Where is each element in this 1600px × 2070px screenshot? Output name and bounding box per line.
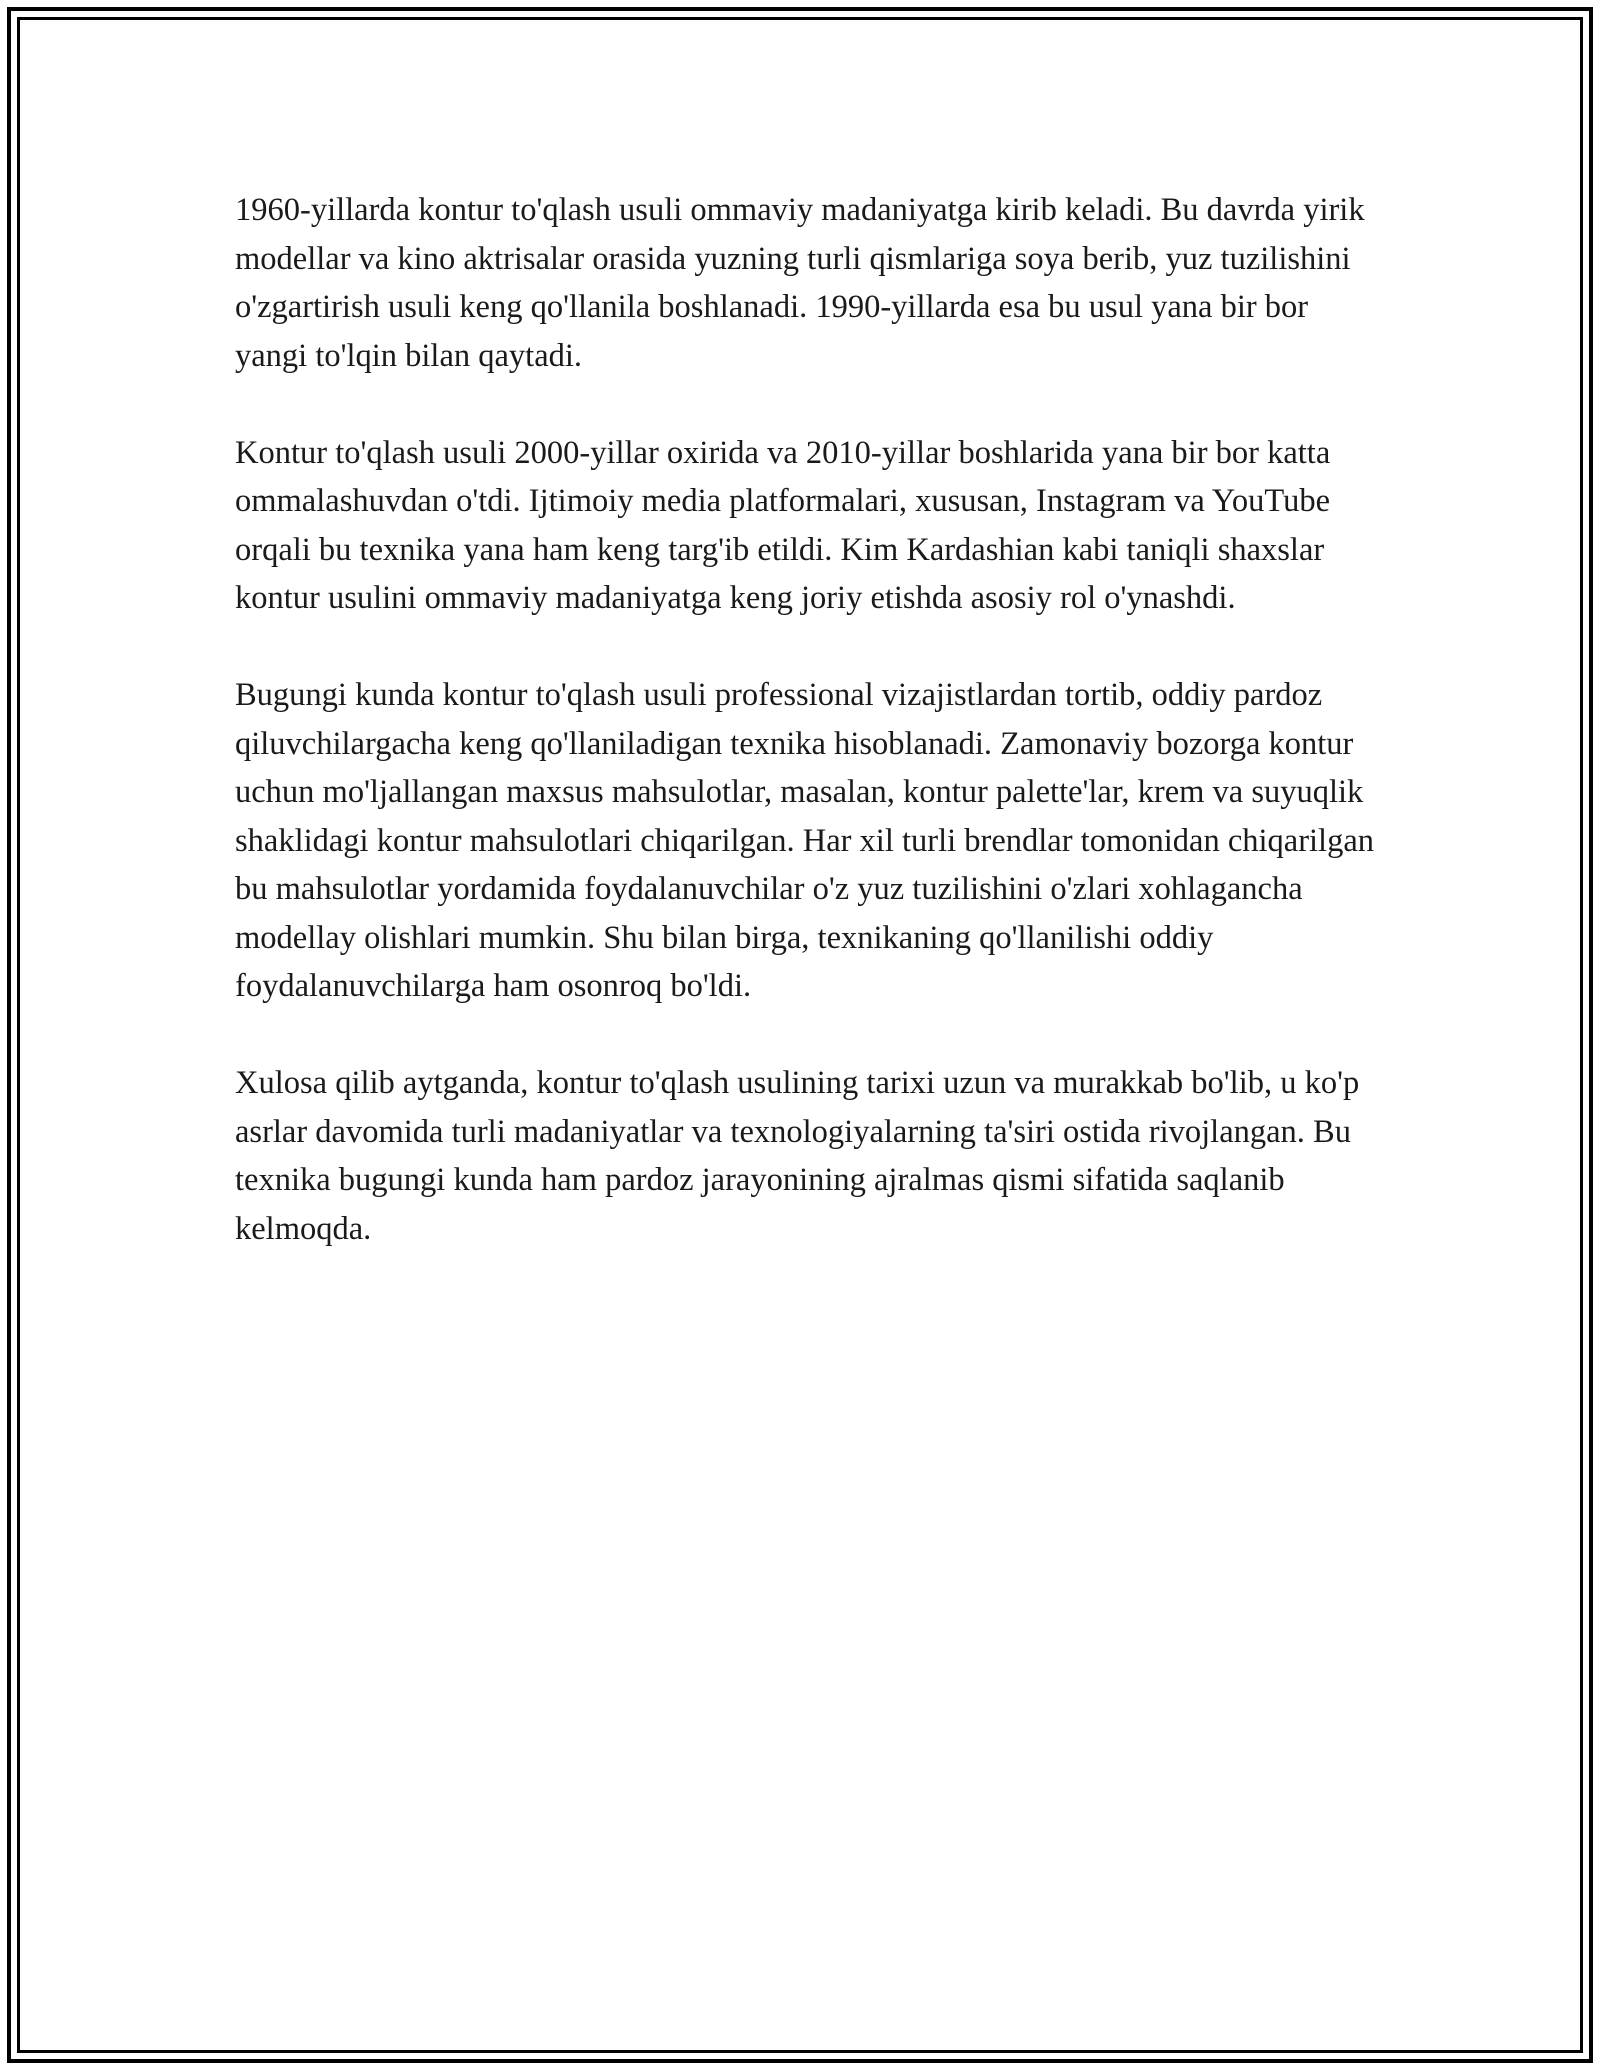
paragraph-conclusion: Xulosa qilib aytganda, kontur to'qlash usulining tarixi uzun va murakkab bo'lib, u ko'p asrlar davomida turli madaniyatlar va texnologiyalarning ta'siri ostida rivojlangan. Bu texnika bugungi kunda ham pardoz jarayonining ajralmas qismi sifatida saqlanib kelmoqda. <box>235 1065 1360 1247</box>
paragraph-today: Bugungi kunda kontur to'qlash usuli professional vizajistlardan tortib, oddiy pardoz qiluvchilargacha keng qo'llaniladigan texnika hisoblanadi. Zamonaviy bozorga kontur uchun mo'ljallangan maxsus mahsulotlar, masalan, kontur palette'lar, krem va suyuqlik shaklidagi kontur mahsulotlari chiqarilgan. Har xil turli brendlar tomonidan chiqarilgan bu mahsulotlar yordamida foydalanuvchilar o'z yuz tuzilishini o'zlari xohlagancha modellay olishlari mumkin. Shu bilan birga, texnikaning qo'llanilishi oddiy foydalanuvchilarga ham osonroq bo'ldi. <box>235 677 1375 1004</box>
paragraph-1960s: 1960-yillarda kontur to'qlash usuli ommaviy madaniyatga kirib keladi. Bu davrda yirik modellar va kino aktrisalar orasida yuzning turli qismlariga soya berib, yuz tuzilishini o'zgartirish usuli keng qo'llanila boshlanadi. 1990-yillarda esa bu usul yana bir bor yangi to'lqin bilan qaytadi. <box>235 192 1365 374</box>
paragraph-2000s: Kontur to'qlash usuli 2000-yillar oxirida va 2010-yillar boshlarida yana bir bor katta ommalashuvdan o'tdi. Ijtimoiy media platformalari, xususan, Instagram va YouTube orqali bu texnika yana ham keng targ'ib etildi. Kim Kardashian kabi taniqli shaxslar kontur usulini ommaviy madaniyatga keng joriy etishda asosiy rol o'ynashdi. <box>235 434 1331 616</box>
document-body <box>235 186 1385 1253</box>
